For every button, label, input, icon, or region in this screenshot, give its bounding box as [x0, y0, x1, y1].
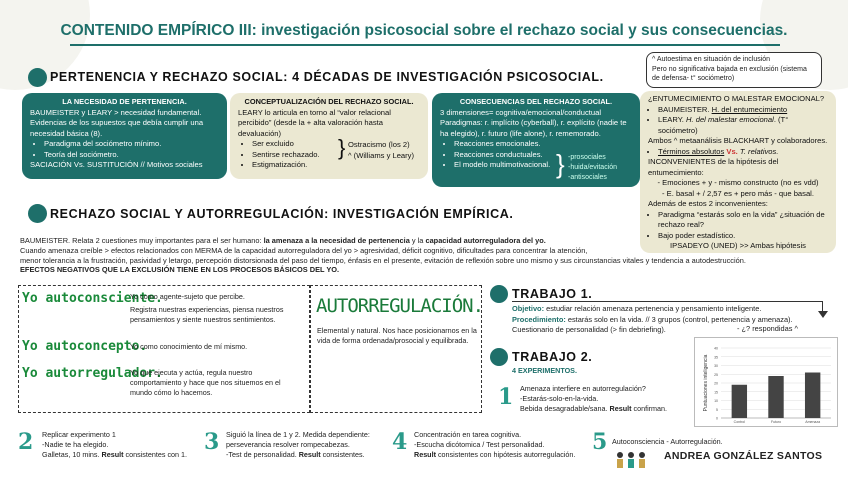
intro-line-3: menor tolerancia a la frustración, pasividad y letargo, percepción distorsionada del paso del tiempo, énfasis en el presente, evitación de reflexión sobre uno mismo y sus circunstancias vitales y tendencia a autodestrucción. — [20, 255, 746, 265]
y-tick-label: 5 — [716, 407, 718, 412]
exp-3-c1: -Test de personalidad. — [226, 450, 299, 459]
exp-1-a: Amenaza interfiere en autorregulación? — [520, 384, 646, 393]
note-line-1: ^ Autoestima en situación de inclusión — [652, 56, 771, 63]
box-3-line-2: Paradigmas: r. implícito (cyberball), r. explícito (nadie te ha elegido), r. futuro (life alone), r. rememorado. — [440, 118, 627, 138]
bar-control — [732, 385, 747, 418]
section-1-heading: PERTENENCIA Y RECHAZO SOCIAL: 4 DÉCADAS DE INVESTIGACIÓN PSICOSOCIAL. — [50, 70, 604, 84]
exp-2-text — [42, 430, 187, 460]
trabajo-2-heading: TRABAJO 2. — [512, 350, 593, 364]
box-2-item-3: • Estigmatización. — [252, 160, 342, 171]
bar-futuro — [768, 376, 783, 418]
exp-2-c1: Galletas, 10 mins. — [42, 450, 102, 459]
y-axis-label: Puntuaciones inteligencia — [703, 354, 709, 412]
note-line-2: Pero no significativa bajada en exclusión (sistema de defensa- t° sociómetro) — [652, 65, 807, 82]
procedimiento-label: Procedimiento: — [512, 314, 566, 324]
y-tick-label: 20 — [714, 381, 718, 386]
section-2-heading: RECHAZO SOCIAL Y AUTORREGULACIÓN: INVESTIGACIÓN EMPÍRICA. — [50, 207, 514, 221]
exp-3-c2: Result — [298, 450, 321, 459]
exp-5-number: 5 — [592, 429, 608, 455]
exp-1-number: 1 — [498, 384, 514, 410]
box-4-item-2b: H. del malestar emocional — [686, 115, 774, 124]
trabajo-1-body — [512, 304, 822, 336]
yo-autoconcepto-label: Yo autoconcepto. — [22, 339, 148, 354]
box-3-brace: } — [556, 149, 565, 179]
exp-5-text: Autoconsciencia - Autorregulación. — [612, 437, 723, 446]
box-4-item-3c: T. relativos. — [739, 146, 779, 156]
exp-3-number: 3 — [204, 429, 220, 455]
exp-1-c1: Bebida desagradable/sana. — [520, 404, 610, 413]
box-4-line-6: IPSADEYO (UNED) >> Ambas hipótesis — [670, 241, 806, 250]
box-4-item-2 — [658, 115, 828, 136]
exp-2-c — [42, 450, 187, 460]
box-4-item-3a: Términos absolutos — [658, 146, 725, 156]
yo-2-text: Yo como conocimiento de mí mismo. — [130, 342, 248, 351]
intro-paragraph — [20, 236, 830, 275]
x-tick-label: Control — [733, 420, 745, 424]
box-3-sub-2: -huida/evitación — [568, 164, 618, 171]
y-tick-label: 40 — [714, 346, 718, 351]
yo-1-text — [130, 292, 302, 325]
box-4-line-4: - E. basal + / 2,57 es + pero más - que basal. — [662, 188, 814, 198]
box-2-item-2: • Sentirse rechazado. — [252, 150, 342, 161]
intro-1d: capacidad autorreguladora del yo. — [425, 236, 546, 245]
exp-4-number: 4 — [392, 429, 408, 455]
intro-line-1 — [20, 236, 830, 246]
box-1-heading: LA NECESIDAD DE PERTENENCIA. — [62, 97, 187, 106]
box-2-side-2: ^ (Williams y Leary) — [348, 151, 415, 160]
box-2-heading: CONCEPTUALIZACIÓN DEL RECHAZO SOCIAL. — [244, 97, 414, 106]
box-2-brace: } — [338, 135, 346, 160]
box-4-item-3 — [658, 147, 828, 158]
intro-line-4: EFECTOS NEGATIVOS QUE LA EXCLUSIÓN TIENE EN LOS PROCESOS BÁSICOS DEL YO. — [20, 265, 340, 275]
exp-3-b: perseverancia resolver rompecabezas. — [226, 440, 350, 449]
box-1-line-2: Evidencias de los supuestos que debía cumplir una necesidad básica (8). — [30, 118, 204, 138]
intro-1b: la amenaza a la necesidad de pertenencia — [263, 236, 410, 245]
exp-1-c2: Result — [609, 404, 632, 413]
box-4-item-1b: H. del entumecimiento — [711, 104, 788, 114]
box-2-side-1: Ostracismo (los 2) — [348, 140, 410, 149]
objetivo-label: Objetivo: — [512, 304, 545, 313]
section-2-bullet-icon — [28, 204, 47, 223]
exp-1-c — [520, 404, 690, 414]
autorregulacion-title: AUTORREGULACIÓN. — [316, 295, 484, 317]
trabajo-1-heading: TRABAJO 1. — [512, 287, 593, 301]
bar-amenaza — [805, 373, 820, 419]
y-tick-label: 15 — [714, 390, 718, 395]
box-4-line-3: - Emociones + y - mismo constructo (no es vdd) — [657, 178, 819, 187]
exp-1-b: -Estarás-solo-en-la-vida. — [520, 394, 599, 403]
box-4-item-1 — [658, 105, 828, 116]
exp-1-text — [520, 384, 690, 414]
box-2-item-1: • Ser excluido — [252, 139, 342, 150]
exp-2-b: -Nadie te ha elegido. — [42, 440, 109, 449]
box-4-item-4: • Paradigma “estarás solo en la vida” ¿situación de rechazo real? — [658, 210, 828, 231]
box-3-item-3: • El modelo multimotivacional. — [454, 160, 584, 171]
box-4-item-3b: Vs. — [724, 146, 740, 156]
y-tick-label: 10 — [714, 399, 718, 403]
author-name: ANDREA GONZÁLEZ SANTOS — [664, 450, 823, 462]
trabajo-2-sub: 4 EXPERIMENTOS. — [512, 366, 577, 375]
box-4-item-2c: . (T° sociómetro) — [658, 115, 789, 135]
page-title: CONTENIDO EMPÍRICO III: investigación psicosocial sobre el rechazo social y sus consecuencias. — [60, 22, 788, 39]
exp-2-number: 2 — [18, 429, 34, 455]
y-tick-label: 0 — [716, 416, 718, 421]
box-3-item-2: • Reacciones conductuales. — [454, 150, 584, 161]
exp-2-c2: Result — [101, 450, 124, 459]
box-2-line-1: LEARY lo articula en torno al “valor relacional percibido” (desde la + alta valoración hasta devaluación) — [238, 107, 391, 138]
exp-3-a: Siguió la línea de 1 y 2. Medida dependiente: — [226, 430, 370, 439]
box-3-sub-3: -antisociales — [568, 174, 607, 181]
box-1-line-1: BAUMEISTER y LEARY > necesidad fundamental. — [30, 107, 202, 117]
procedimiento-text: estarás solo en la vida. // 3 grupos (control, pertenencia y amenaza). — [565, 314, 793, 324]
exp-4-text — [414, 430, 575, 460]
title-underline — [70, 44, 780, 46]
people-illustration-icon — [612, 450, 650, 476]
exp-4-b: -Escucha dicótomica / Test personalidad. — [414, 440, 545, 449]
box-4-item-2a: LEARY. — [658, 115, 687, 124]
exp-2-c3: consistentes con 1. — [123, 450, 188, 459]
intro-line-2: Cuando amenaza creíble > efectos relacionados con MERMA de la capacidad autorreguladora del yo > agresividad, déficit cognitivo, dificultades para concentrar la atención, — [20, 245, 588, 255]
note-box — [646, 52, 822, 88]
chart-frame — [694, 337, 838, 427]
x-tick-label: Amenaza — [805, 420, 821, 424]
box-4-line-1: Ambos ^ metaanálisis BLACKHART y colaboradores. — [648, 136, 828, 145]
trabajo-1-line-3: Cuestionario de personalidad (> fin debriefing). — [512, 325, 666, 334]
box-3-sublist — [568, 153, 617, 183]
exp-1-c3: confirman. — [631, 404, 668, 413]
box-1-item-2: • Teoría del sociómetro. — [44, 150, 219, 161]
autorregulacion-desc: Elemental y natural. Nos hace posicionarnos en la vida de forma ordenada/prosocial y equilibrada. — [317, 326, 477, 345]
exp-4-a: Concentración en tarea cognitiva. — [414, 430, 522, 439]
box-pertenencia — [22, 93, 227, 179]
exp-4-c — [414, 450, 575, 460]
box-conceptualizacion — [230, 93, 428, 179]
trabajo-1-underline — [512, 301, 822, 302]
x-tick-label: Futuro — [770, 420, 782, 424]
box-3-line-1: 3 dimensiones= cognitiva/emocional/conductual — [440, 107, 602, 117]
exp-3-text — [226, 430, 370, 460]
yo-3-text: Yo que ejecuta y actúa, regula nuestro comportamiento y hace que nos situemos en el mundo cómo lo hacemos. — [130, 368, 281, 397]
objetivo-text: estudiar relación amenaza pertenencia y pensamiento inteligente. — [544, 304, 762, 313]
section-1-bullet-icon — [28, 68, 47, 87]
yo-autoconsciente-label: Yo autoconsciente. — [22, 291, 163, 306]
bar-chart — [695, 338, 839, 428]
y-tick-label: 30 — [714, 364, 718, 368]
box-1-item-1: • Paradigma del sociómetro mínimo. — [44, 139, 219, 150]
box-3-item-1: • Reacciones emocionales. — [454, 139, 584, 150]
intro-1c: y la — [409, 236, 426, 245]
exp-3-c — [226, 450, 370, 460]
box-4-item-5: • Bajo poder estadístico. — [658, 231, 828, 242]
y-tick-label: 35 — [714, 355, 718, 360]
trabajo-1-line-4: - ¿? respondidas ^ — [737, 324, 798, 333]
box-consecuencias — [432, 93, 640, 187]
exp-2-a: Replicar experimento 1 — [42, 430, 116, 439]
box-3-sub-1: -prosociales — [568, 154, 606, 161]
exp-4-c1: Result — [414, 450, 436, 459]
yo-1-text-b: Registra nuestras experiencias, piensa nuestros pensamientos y siente nuestros sentimientos. — [130, 305, 284, 324]
yo-autorregulador-label: Yo autorregulador. — [22, 366, 163, 381]
exp-4-c2: consistentes con hipótesis autorregulación. — [435, 450, 576, 459]
trabajo-1-objetivo — [512, 304, 822, 315]
box-1-line-3: SACIACIÓN Vs. SUSTITUCIÓN // Motivos sociales — [30, 160, 203, 169]
trabajo-2-bullet-icon — [490, 348, 508, 366]
box-3-heading: CONSECUENCIAS DEL RECHAZO SOCIAL. — [459, 97, 613, 106]
exp-3-c3: consistentes. — [320, 450, 365, 459]
trabajo-1-bullet-icon — [490, 285, 508, 303]
box-4-line-5: Además de estos 2 inconvenientes: — [648, 199, 768, 208]
box-4-item-1a: BAUMEISTER. — [658, 104, 712, 114]
y-tick-label: 25 — [714, 372, 718, 377]
box-4-line-2: INCONVENIENTES de la hipótesis del entumecimiento: — [648, 157, 779, 177]
box-entumecimiento — [640, 91, 836, 253]
yo-1-text-a: Yo como agente-sujeto que percibe. — [130, 292, 245, 301]
box-4-question: ¿ENTUMECIMIENTO O MALESTAR EMOCIONAL? — [648, 94, 825, 103]
intro-1a: BAUMEISTER. Relata 2 cuestiones muy importantes para el ser humano: — [20, 236, 264, 245]
